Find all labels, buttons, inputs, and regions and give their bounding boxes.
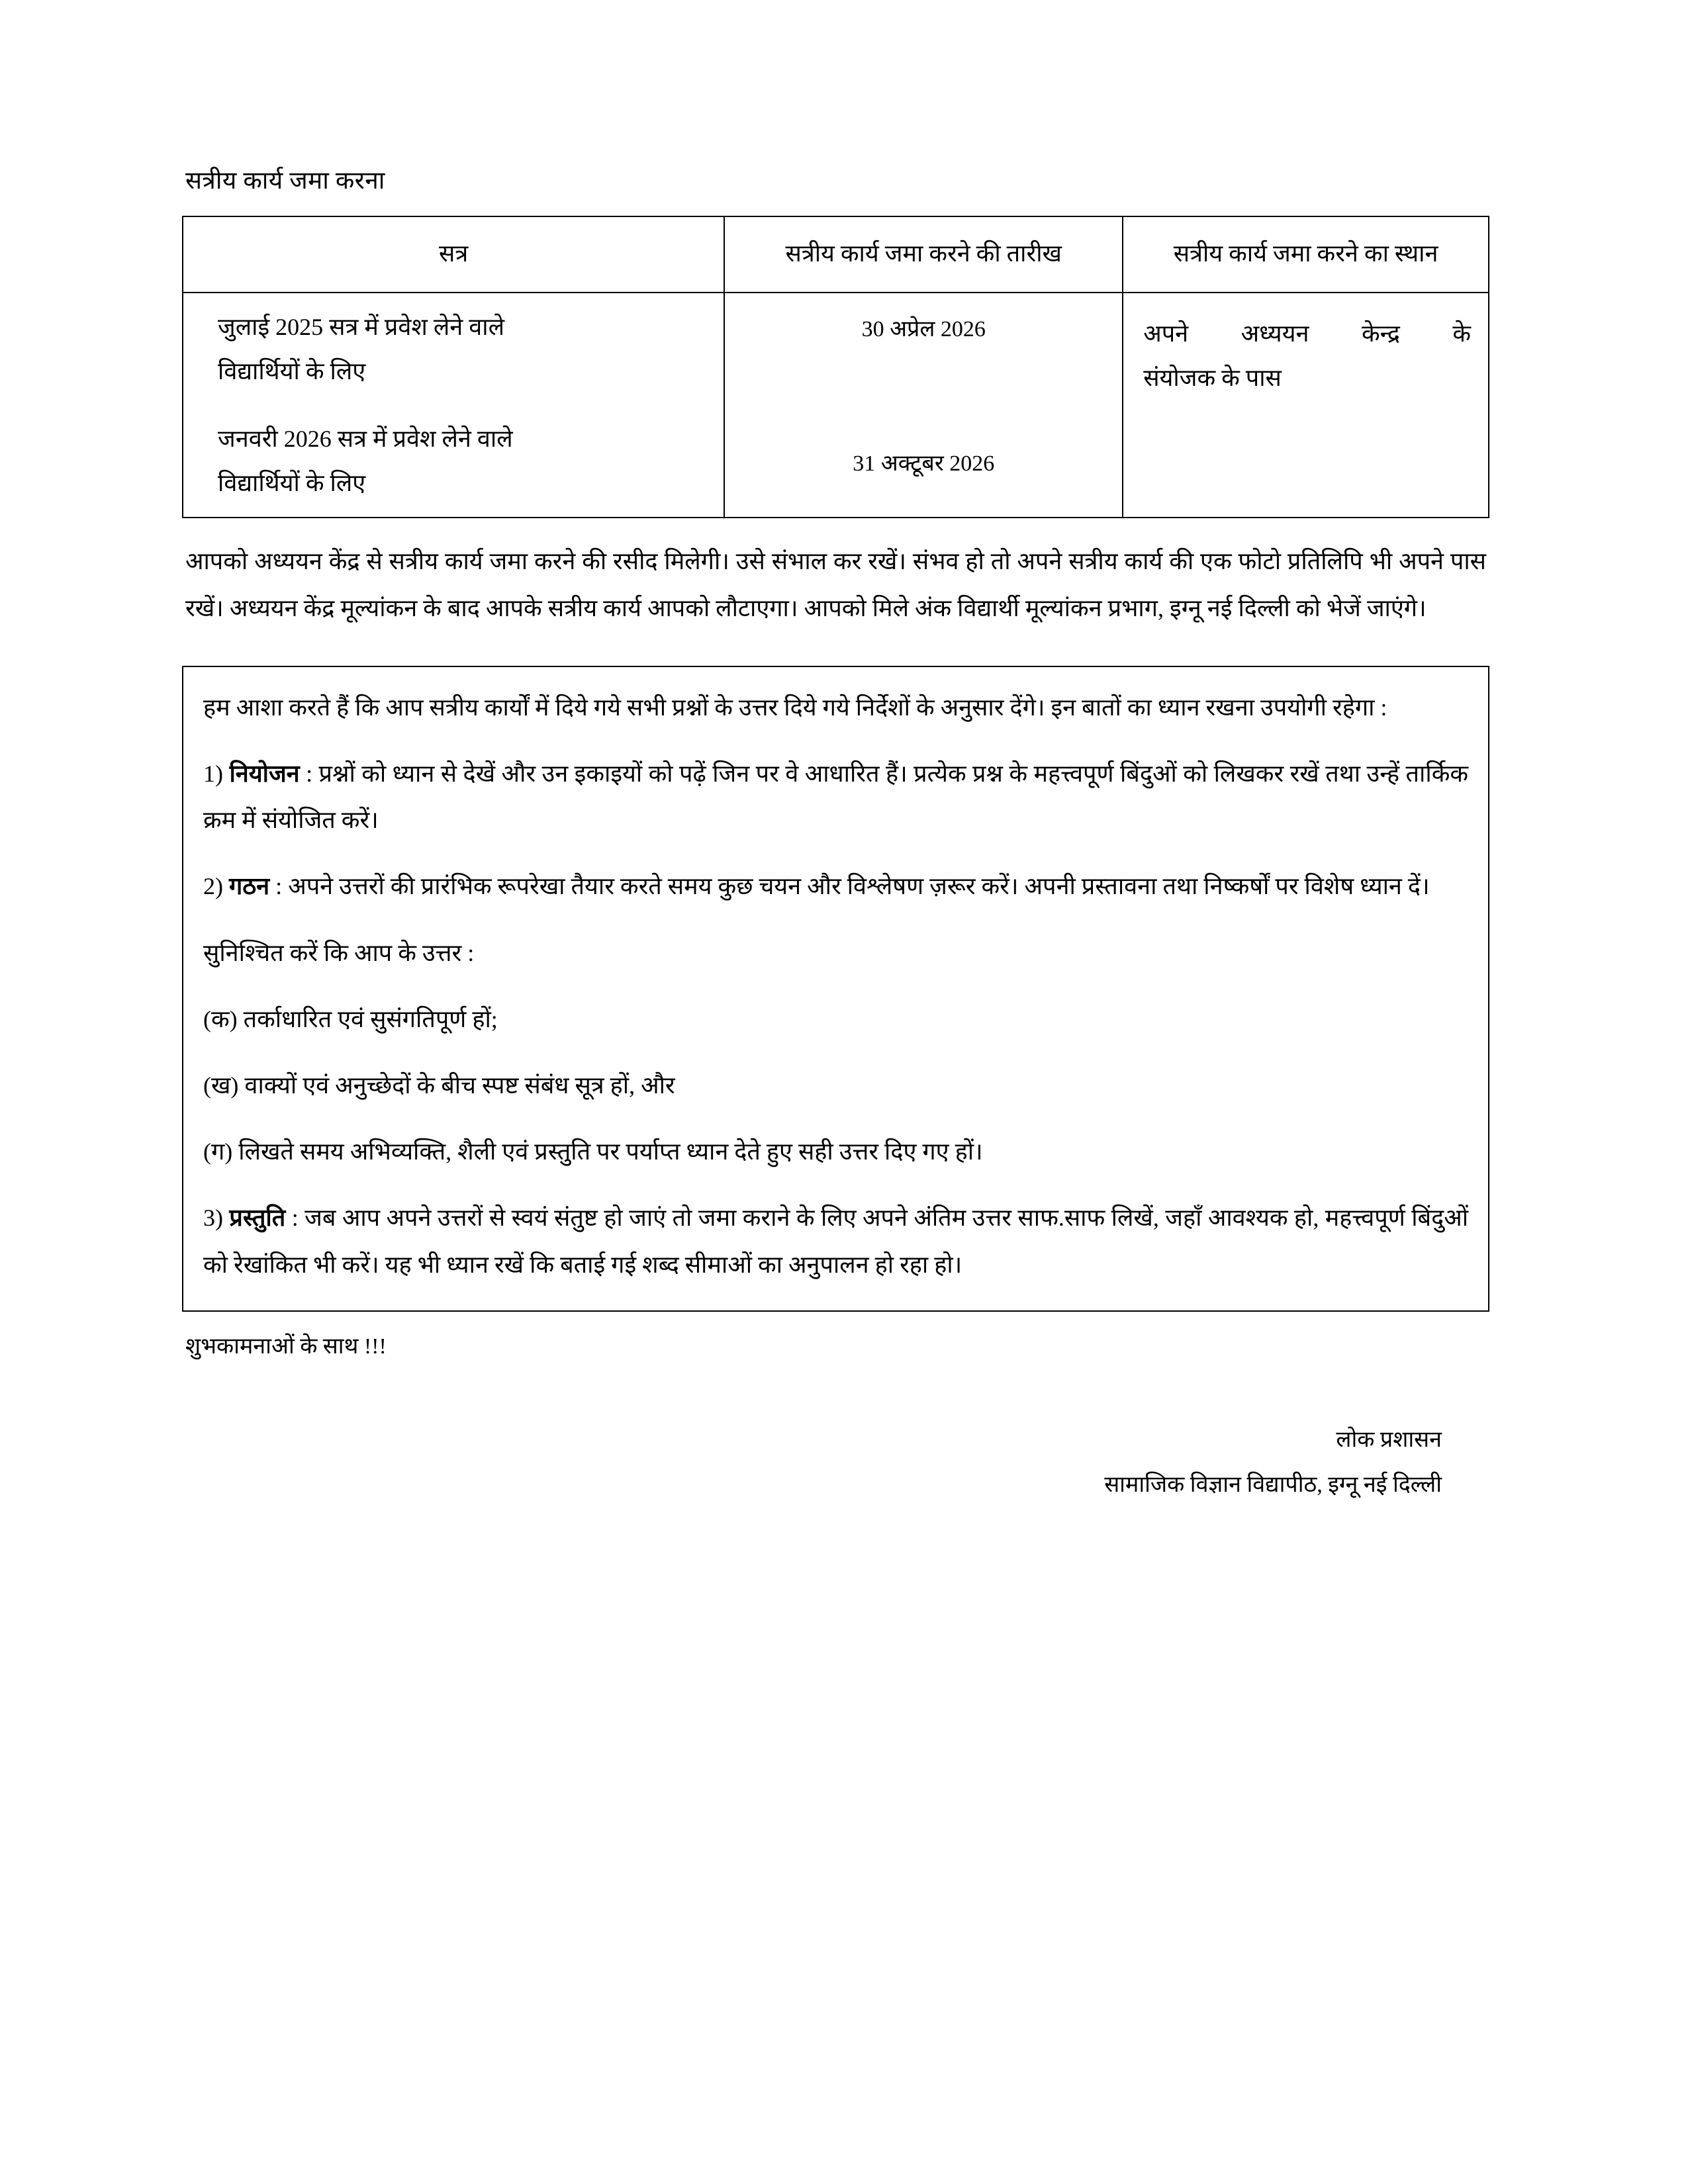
instruction-1-text: प्रश्नों को ध्यान से देखें और उन इकाइयों को पढ़ें जिन पर वे आधारित हैं। प्रत्येक प्रश्न के महत्त्वपूर्ण बिंदुओं को लिखकर रखें तथा उन्हें तार्किक क्रम में संयोजित करें। <box>203 760 1468 834</box>
page-title: सत्रीय कार्य जमा करना <box>185 167 385 195</box>
place-line-2: संयोजक के पास <box>1143 364 1282 391</box>
table-header-row <box>183 216 1489 293</box>
page-content <box>182 165 1489 1508</box>
instruction-item-1 <box>203 751 1468 843</box>
instruction-1-separator: : <box>299 760 319 788</box>
instruction-1-number: 1) <box>203 760 223 788</box>
instruction-item-2 <box>203 863 1468 909</box>
instruction-2-text: अपने उत्तरों की प्रारंभिक रूपरेखा तैयार करते समय कुछ चयन और विश्लेषण ज़रूर करें। अपनी प्रस्तावना तथा निष्कर्षों पर विशेष ध्यान दें। <box>288 873 1430 900</box>
table-row <box>183 293 1489 518</box>
instruction-2-number: 2) <box>203 873 223 900</box>
instruction-3-text: जब आप अपने उत्तरों से स्वयं संतुष्ट हो जाएं तो जमा कराने के लिए अपने अंतिम उत्तर साफ.साफ लिखें, जहाँ आवश्यक हो, महत्त्वपूर्ण बिंदुओं को रेखांकित भी करें। यह भी ध्यान रखें कि बताई गई शब्द सीमाओं का अनुपालन हो रहा हो। <box>203 1205 1468 1278</box>
sub-item-ga: (ग) लिखते समय अभिव्यक्ति, शैली एवं प्रस्तुति पर पर्याप्त ध्यान देते हुए सही उत्तर दिए गए हों। <box>203 1138 983 1165</box>
column-header-place-label: सत्रीय कार्य जमा करने का स्थान <box>1173 240 1438 267</box>
place-line-1: अपने अध्ययन केन्द्र के <box>1143 320 1471 347</box>
signature-school: सामाजिक विज्ञान विद्यापीठ, इग्नू नई दिल्ली <box>1104 1473 1442 1498</box>
session-cell-content <box>183 293 724 517</box>
signature-block <box>182 1418 1489 1508</box>
instruction-2-separator: : <box>269 873 289 900</box>
submission-date-january-session: 31 अक्टूबर 2026 <box>853 451 995 476</box>
assignment-submission-table <box>182 216 1489 518</box>
instruction-2-label: गठन <box>229 873 270 900</box>
sub-item-ka: (क) तर्काधारित एवं सुसंगतिपूर्ण हों; <box>203 1005 498 1032</box>
best-wishes-text: शुभकामनाओं के साथ !!! <box>185 1334 387 1359</box>
submission-date-july-session: 30 अप्रेल 2026 <box>861 317 986 342</box>
sub-item-kha: (ख) वाक्यों एवं अनुच्छेदों के बीच स्पष्ट संबंध सूत्र हों, और <box>203 1071 675 1099</box>
cell-place <box>1123 293 1489 518</box>
instruction-1-label: नियोजन <box>229 760 300 788</box>
date-cell-content <box>725 293 1122 497</box>
column-header-date-label: सत्रीय कार्य जमा करने की तारीख <box>785 240 1062 267</box>
date-spacer <box>742 351 1105 443</box>
instructions-intro: हम आशा करते हैं कि आप सत्रीय कार्यों में दिये गये सभी प्रश्नों के उत्तर दिये गये निर्देशों के अनुसार देंगे। इन बातों का ध्यान रखना उपयोगी रहेगा : <box>203 694 1387 721</box>
instructions-box <box>182 666 1489 1312</box>
column-header-place <box>1123 216 1489 293</box>
session-1-line-1: जुलाई 2025 सत्र में प्रवेश लेने वाले <box>218 314 504 341</box>
table-header <box>183 216 1489 293</box>
session-2-line-2: विद्यार्थियों के लिए <box>218 469 366 496</box>
session-2-line-1: जनवरी 2026 सत्र में प्रवेश लेने वाले <box>218 426 513 453</box>
instruction-3-number: 3) <box>203 1205 223 1232</box>
cell-session <box>183 293 724 518</box>
session-spacer <box>218 393 706 417</box>
table-body <box>183 293 1489 518</box>
instruction-item-3 <box>203 1195 1468 1287</box>
cell-date <box>724 293 1123 518</box>
receipt-note-paragraph: आपको अध्ययन केंद्र से सत्रीय कार्य जमा करने की रसीद मिलेगी। उसे संभाल कर रखें। संभव हो तो अपने सत्रीय कार्य की एक फोटो प्रतिलिपि भी अपने पास रखें। अध्ययन केंद्र मूल्यांकन के बाद आपके सत्रीय कार्य आपको लौटाएगा। आपको मिले अंक विद्यार्थी मूल्यांकन प्रभाग, इग्नू नई दिल्ली को भेजें जाएंगे। <box>185 548 1486 621</box>
instruction-3-separator: : <box>285 1205 305 1232</box>
signature-department: लोक प्रशासन <box>1336 1428 1442 1453</box>
instruction-3-label: प्रस्तुति <box>229 1205 286 1232</box>
column-header-session-label: सत्र <box>439 240 469 267</box>
column-header-date <box>724 216 1123 293</box>
column-header-session <box>183 216 724 293</box>
place-cell-content <box>1123 293 1488 459</box>
ensure-answers-line: सुनिश्चित करें कि आप के उत्तर : <box>203 939 475 966</box>
session-1-line-2: विद्यार्थियों के लिए <box>218 357 366 385</box>
